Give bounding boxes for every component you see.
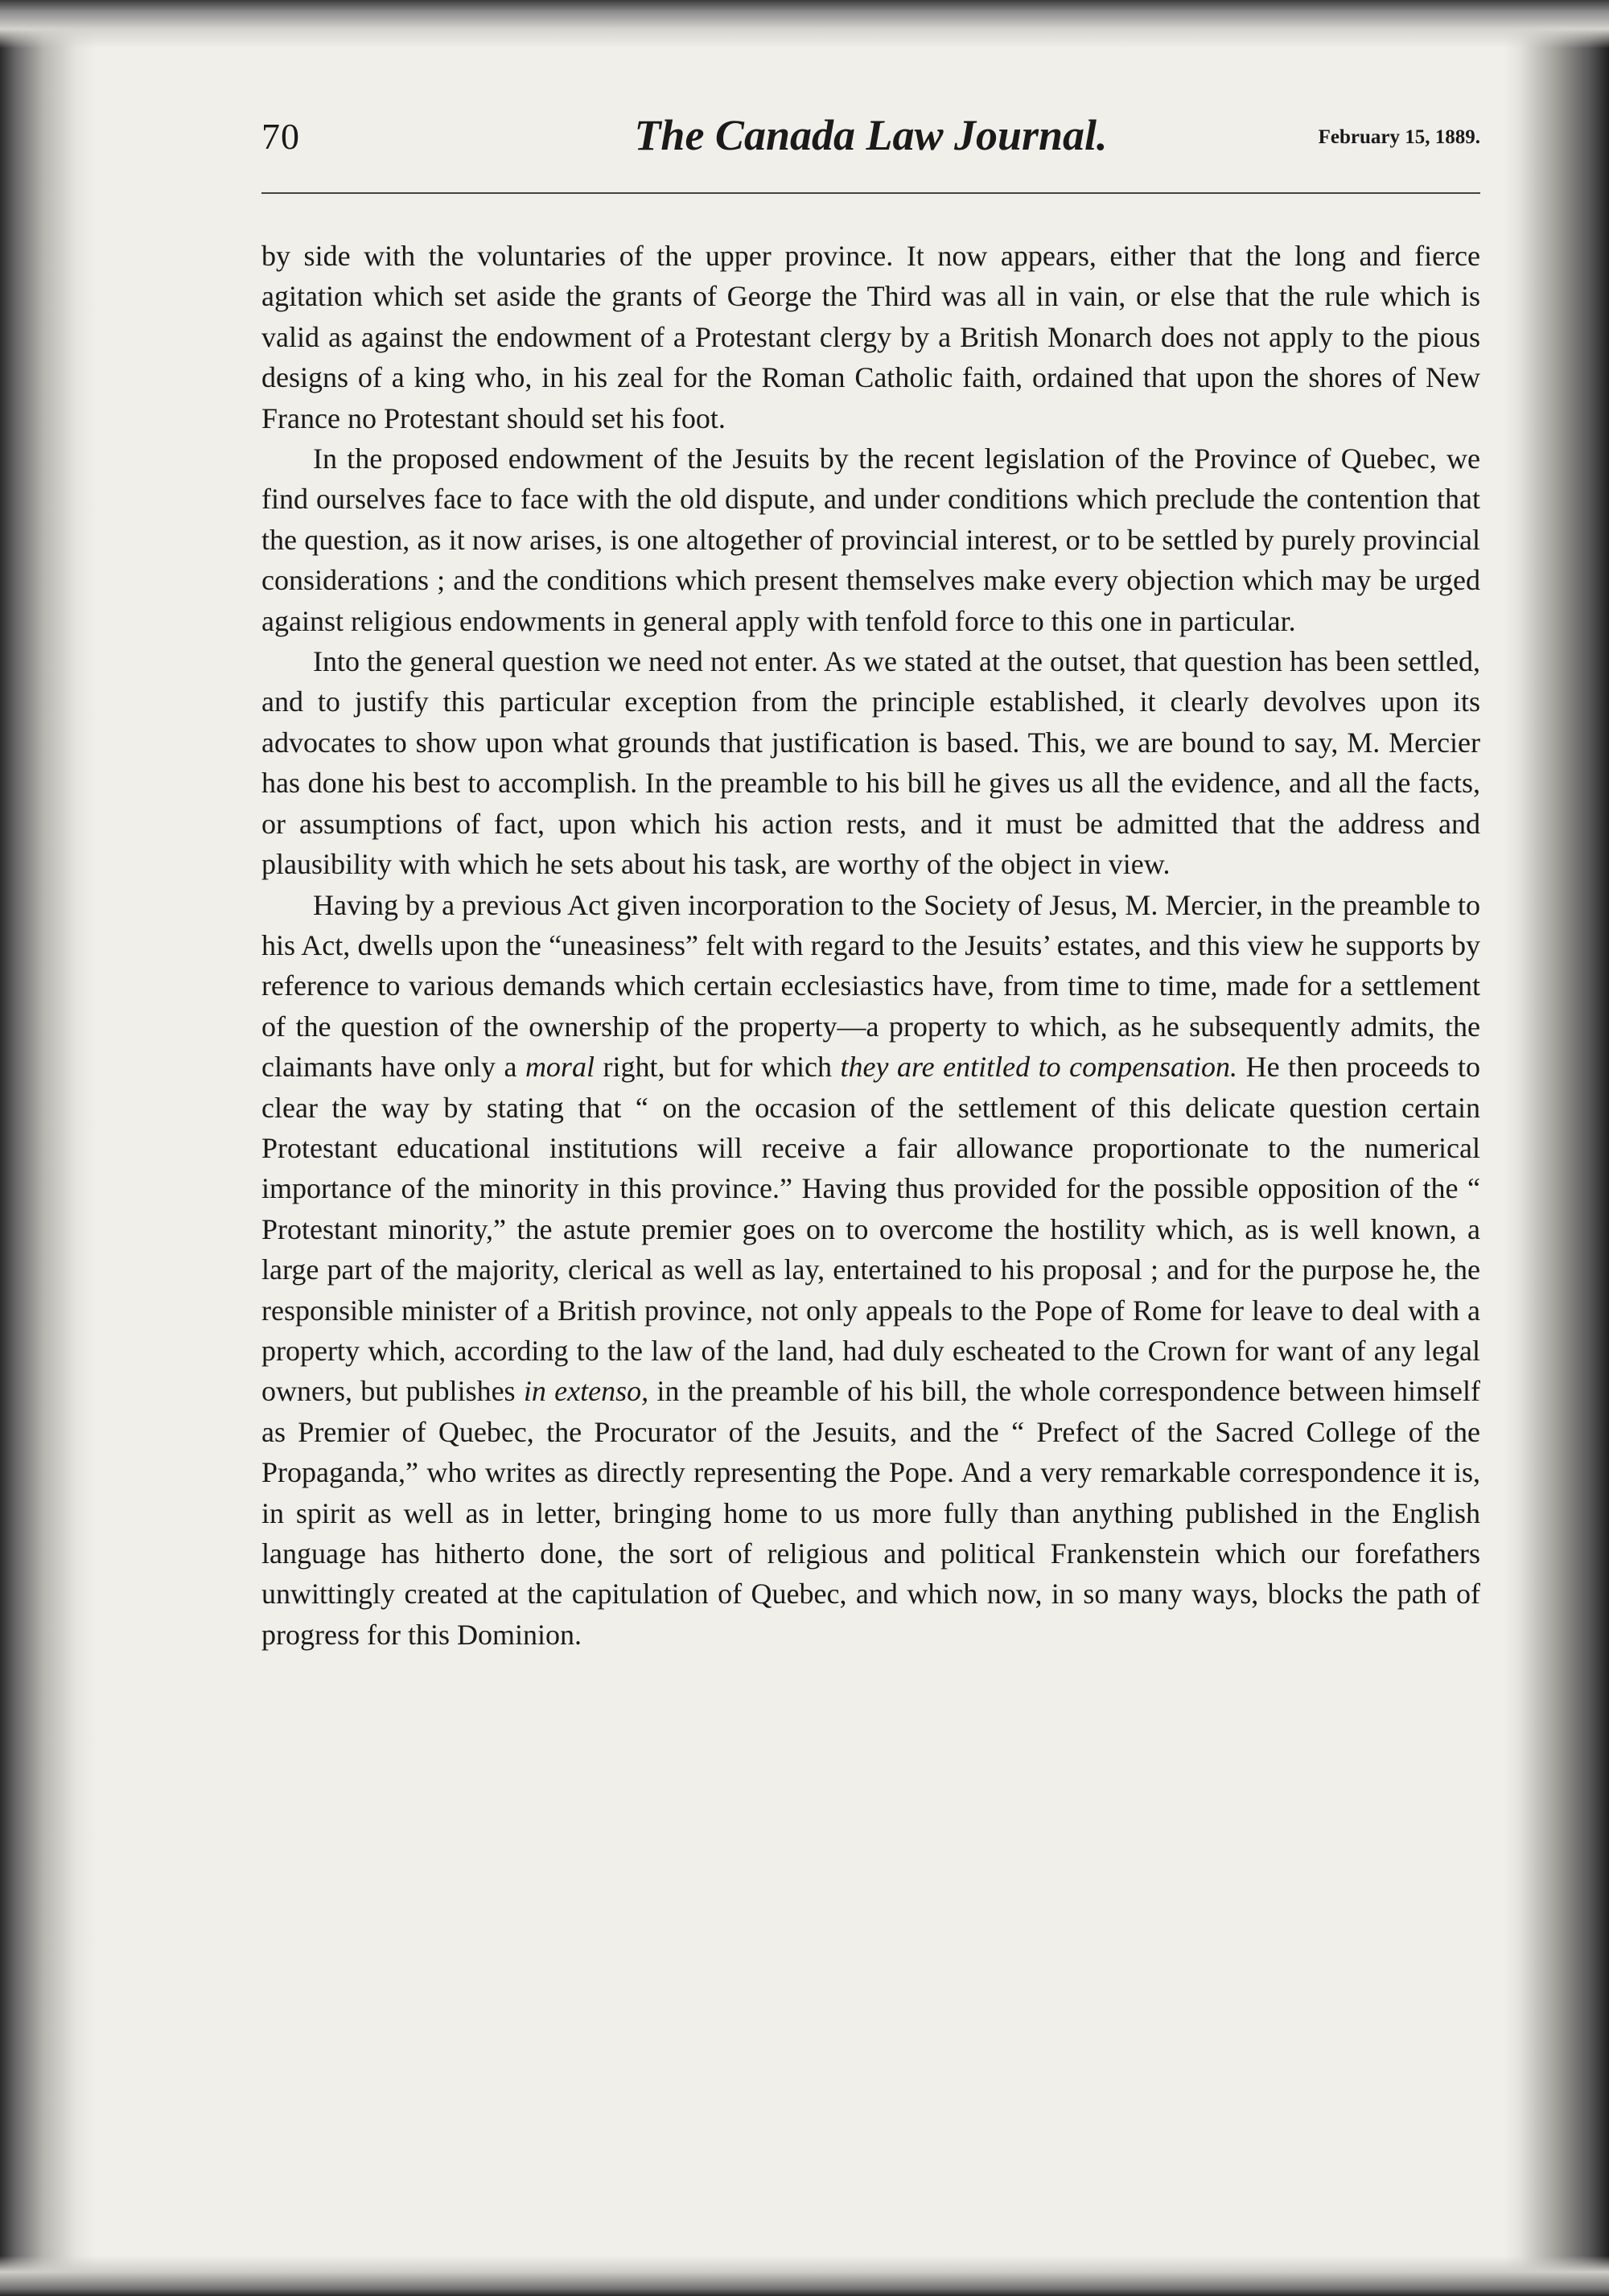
scan-edge-right	[1504, 0, 1609, 2296]
text-run: In the proposed endowment of the Jesuits by the recent legislation of the Province of Quebec, we find ourselves face to face with the old dispute, and under conditions which preclude the contention that the question, as it now arises, is one altogether of provincial interest, or to be settled by purely provincial considerations ; and the conditions which present themselves make every objection which may be urged against religious endowments in general apply with tenfold force to this one in particular.	[261, 442, 1480, 637]
header-rule	[261, 192, 1480, 194]
text-run: Having by a previous Act given incorporation to the Society of Jesus, M. Mercier, in the preamble to his Act, dwells upon the “uneasiness” felt with regard to the Jesuits’ estates, and this view he supports by reference to various demands which certain ecclesiastics have, from time to time, made for a settlement of the question of the ownership of the property—a property to which, as he subsequently admits, the claimants have only a	[261, 888, 1480, 1084]
text-run: Into the general question we need not enter. As we stated at the outset, that question has been settled, and to justify this particular exception from the principle established, it clearly devolves upon its advocates to show upon what grounds that justification is based. This, we are bound to say, M. Mercier has done his best to accomplish. In the preamble to his bill he gives us all the evidence, and all the facts, or assumptions of fact, upon which his action rests, and it must be admitted that the address and plausibility with which he sets about his task, are worthy of the object in view.	[261, 645, 1480, 881]
paragraph	[261, 641, 1480, 884]
scan-edge-bottom	[0, 2256, 1609, 2296]
journal-title: The Canada Law Journal.	[634, 111, 1108, 159]
article-body	[261, 236, 1480, 1655]
page-number: 70	[261, 116, 300, 157]
text-run: in the preamble of his bill, the whole correspondence between himself as Premier of Quebec, the Procurator of the Jesuits, and the “ Prefect of the Sacred College of the Propaganda,” who writes as directly representing the Pope. And a very remarkable correspondence it is, in spirit as well as in letter, bringing home to us more fully than anything published in the English language has hitherto done, the sort of religious and political Frankenstein which our forefathers unwittingly created at the capitulation of Quebec, and which now, in so many ways, blocks the path of progress for this Dominion.	[261, 1375, 1481, 1651]
text-run: by side with the voluntaries of the upper province. It now appears, either that the long and fierce agitation which set aside the grants of George the Third was all in vain, or else that the rule which is valid as against the endowment of a Protestant clergy by a British Monarch does not apply to the pious designs of a king who, in his zeal for the Roman Catholic faith, ordained that upon the shores of New France no Protestant should set his foot.	[261, 240, 1480, 434]
text-run: He then proceeds to clear the way by stating that “ on the occasion of the settlement of this delicate question certain Protestant educational institutions will receive a fair allowance proportionate to the numerical importance of the minority in this province.” Having thus provided for the possible opposition of the “ Protestant minority,” the astute premier goes on to overcome the hostility which, as is well known, a large part of the majority, clerical as well as lay, entertained to his proposal ; and for the purpose he, the responsible minister of a British province, not only appeals to the Pope of Rome for leave to deal with a property which, according to the law of the land, had duly escheated to the Crown for want of any legal owners, but publishes	[261, 1051, 1480, 1408]
italic-text: moral	[525, 1051, 595, 1084]
issue-date: February 15, 1889.	[1318, 126, 1480, 148]
text-run: right, but for which	[594, 1051, 841, 1084]
italic-text: they are entitled to compensation.	[840, 1051, 1238, 1084]
running-head	[261, 109, 1480, 165]
scan-edge-top	[0, 0, 1609, 48]
paragraph	[261, 438, 1480, 641]
scan-edge-left	[0, 0, 97, 2296]
italic-text: in extenso,	[523, 1375, 649, 1408]
paragraph	[261, 885, 1480, 1656]
journal-page	[261, 109, 1480, 1655]
paragraph	[261, 236, 1480, 438]
